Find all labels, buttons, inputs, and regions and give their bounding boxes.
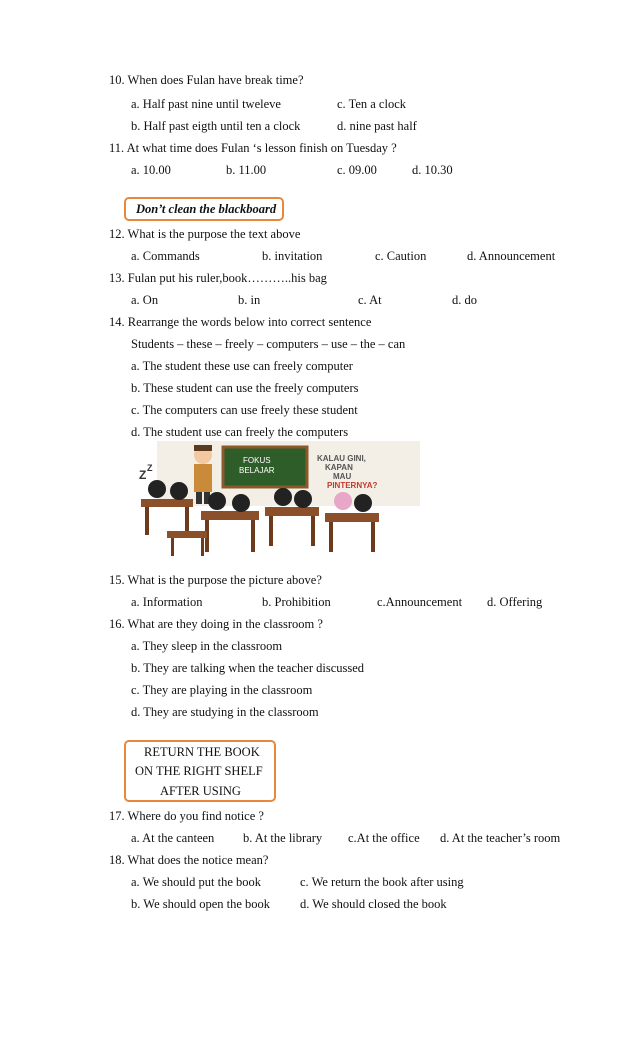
q15-option-c: c.Announcement xyxy=(377,595,463,609)
q14-question: 14. Rearrange the words below into correct sentence xyxy=(109,315,372,329)
q11-option-a: a. 10.00 xyxy=(131,163,171,177)
q15-option-a: a. Information xyxy=(131,595,203,609)
classroom-illustration xyxy=(137,441,420,559)
q18-option-b: b. We should open the book xyxy=(131,897,271,911)
caption-3: MAU xyxy=(333,472,352,481)
q18-option-a: a. We should put the book xyxy=(131,875,261,889)
q17-question: 17. Where do you find notice ? xyxy=(109,809,264,823)
q16-option-d: d. They are studying in the classroom xyxy=(131,705,319,719)
q15-question: 15. What is the purpose the picture above? xyxy=(109,573,322,587)
notice-line-1: RETURN THE BOOK xyxy=(144,745,260,759)
notice-sign-return-book xyxy=(124,740,276,802)
notice-text: Don’t clean the blackboard xyxy=(136,202,277,216)
q16-option-c: c. They are playing in the classroom xyxy=(131,683,313,697)
q16-question: 16. What are they doing in the classroom ? xyxy=(109,617,323,631)
q12-question: 12. What is the purpose the text above xyxy=(109,227,301,241)
q10-question: 10. When does Fulan have break time? xyxy=(109,73,304,87)
q12-option-d: d. Announcement xyxy=(467,249,556,263)
q17-option-a: a. At the canteen xyxy=(131,831,215,845)
q11-option-b: b. 11.00 xyxy=(226,163,267,177)
q10-option-a: a. Half past nine until tweleve xyxy=(131,97,281,111)
notice-line-3: AFTER USING xyxy=(160,784,241,798)
q17-option-b: b. At the library xyxy=(243,831,323,845)
q10-option-c: c. Ten a clock xyxy=(337,97,407,111)
q18-option-d: d. We should closed the book xyxy=(300,897,447,911)
q14-option-a: a. The student these use can freely computer xyxy=(131,359,353,373)
q10-option-b: b. Half past eigth until ten a clock xyxy=(131,119,301,133)
q15-option-b: b. Prohibition xyxy=(262,595,331,609)
q13-option-d: d. do xyxy=(452,293,477,307)
q14-word-list: Students – these – freely – computers – use – the – can xyxy=(131,337,406,351)
q12-option-c: c. Caution xyxy=(375,249,427,263)
svg-text:Z: Z xyxy=(147,463,153,473)
q14-option-c: c. The computers can use freely these student xyxy=(131,403,358,417)
q13-question: 13. Fulan put his ruler,book………..his bag xyxy=(109,271,327,285)
board-text-1: FOKUS xyxy=(243,456,271,465)
q14-option-b: b. These student can use the freely computers xyxy=(131,381,359,395)
caption-1: KALAU GINI, xyxy=(317,454,366,463)
q14-option-d: d. The student use can freely the computers xyxy=(131,425,349,439)
q18-option-c: c. We return the book after using xyxy=(300,875,464,889)
q15-option-d: d. Offering xyxy=(487,595,543,609)
board-text-2: BELAJAR xyxy=(239,466,275,475)
q10-option-d: d. nine past half xyxy=(337,119,417,133)
caption-2: KAPAN xyxy=(325,463,353,472)
q17-option-c: c.At the office xyxy=(348,831,420,845)
svg-text:Z: Z xyxy=(139,468,147,482)
q12-option-b: b. invitation xyxy=(262,249,323,263)
q11-option-d: d. 10.30 xyxy=(412,163,453,177)
q16-option-b: b. They are talking when the teacher discussed xyxy=(131,661,365,675)
q18-question: 18. What does the notice mean? xyxy=(109,853,269,867)
notice-sign-blackboard xyxy=(124,197,284,221)
q17-option-d: d. At the teacher’s room xyxy=(440,831,561,845)
notice-line-2: ON THE RIGHT SHELF xyxy=(135,764,263,778)
caption-4: PINTERNYA? xyxy=(327,481,378,490)
q13-option-a: a. On xyxy=(131,293,159,307)
q13-option-b: b. in xyxy=(238,293,261,307)
q11-question: 11. At what time does Fulan ‘s lesson finish on Tuesday ? xyxy=(109,141,397,155)
q13-option-c: c. At xyxy=(358,293,382,307)
q16-option-a: a. They sleep in the classroom xyxy=(131,639,283,653)
q11-option-c: c. 09.00 xyxy=(337,163,377,177)
q12-option-a: a. Commands xyxy=(131,249,200,263)
